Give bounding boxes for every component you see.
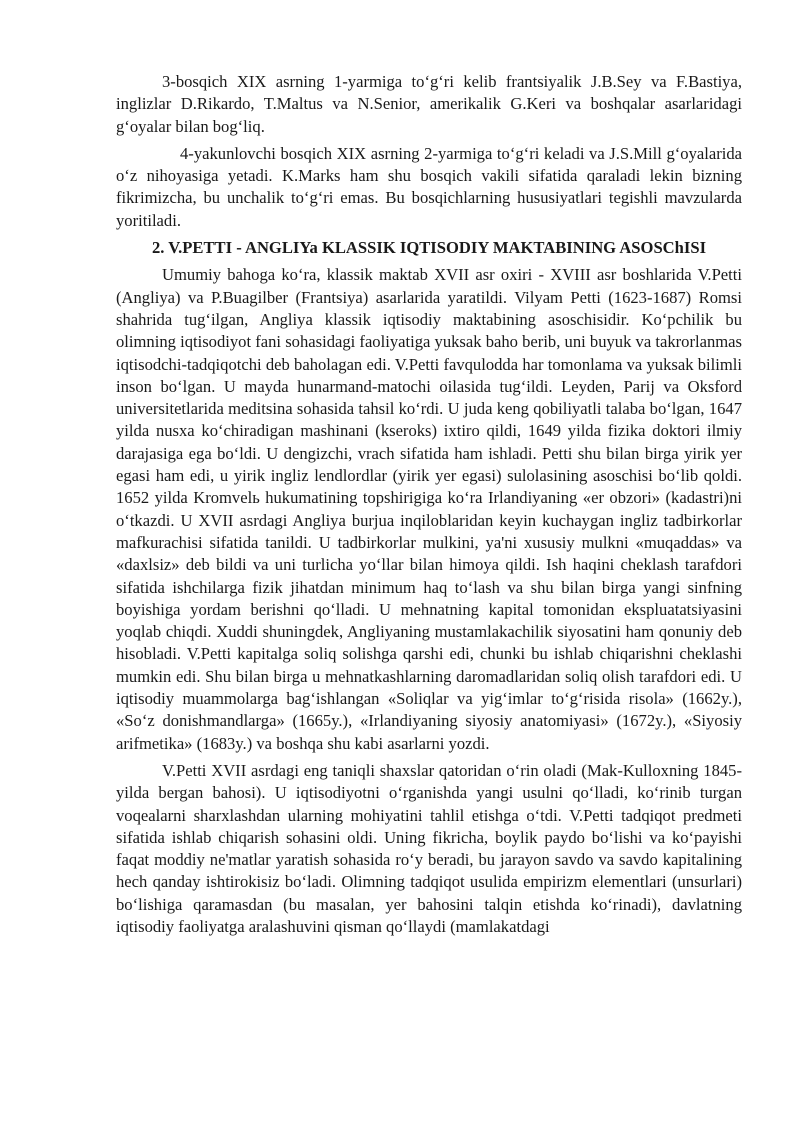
document-page — [116, 71, 742, 938]
section-heading: 2. V.PETTI - ANGLIYa KLASSIK IQTISODIY MAKTABINING ASOSChISI — [151, 238, 707, 258]
paragraph-stage-4: 4-yakunlovchi bosqich XIX asrning 2-yarmiga to‘g‘ri keladi va J.S.Mill g‘oyalarida o‘z nihoyasiga yetadi. K.Marks ham shu bosqich vakili sifatida qaraladi lekin bizning fikrimizcha, bu unchalik to‘g‘ri emas. Bu bosqichlarning hususiyatlari tegishli mavzularda yoritiladi. — [116, 143, 742, 230]
paragraph-petti-method: V.Petti XVII asrdagi eng taniqli shaxslar qatoridan o‘rin oladi (Mak-Kulloxning 1845-yilda bergan bahosi). U iqtisodiyotni o‘rganishda yangi usulni qo‘lladi, ko‘rinib turgan voqealarni sharxlashdan ularning mohiyatini tahlil etishga o‘tdi. V.Petti tadqiqot predmeti sifatida ishlab chiqarish sohasini oldi. Uning fikricha, boylik paydo bo‘lishi va ko‘payishi faqat moddiy ne'matlar yaratish sohasida ro‘y beradi, bu jarayon savdo va savdo kapitalining hech qanday ishtirokisiz bo‘ladi. Olimning tadqiqot usulida empirizm elementlari (unsurlari) bo‘lishiga qaramasdan (bu masalan, yer bahosini talqin etishda ko‘rinadi), davlatning iqtisodiy faoliyatga aralashuvini qisman qo‘llaydi (mamlakatdagi — [116, 760, 742, 936]
paragraph-petti-biography: Umumiy bahoga ko‘ra, klassik maktab XVII asr oxiri - XVIII asr boshlarida V.Petti (Angliya) va P.Buagilber (Frantsiya) asarlarida yaratildi. Vilyam Petti (1623-1687) Romsi shahrida tug‘ilgan, Angliya klassik iqtisodiy maktabining asoschisidir. Ko‘pchilik bu olimning iqtisodiyot fani sohasidagi faoliyatiga yuksak baho berib, uni buyuk va takrorlanmas iqtisodchi-tadqiqotchi deb baholagan edi. V.Petti favqulodda har tomonlama va yuksak bilimli inson bo‘lgan. U mayda hunarmand-matochi oilasida tug‘ildi. Leyden, Parij va Oksford universitetlarida meditsina sohasida tahsil ko‘rdi. U juda keng qobiliyatli talaba bo‘lgan, 1647 yilda nusxa ko‘chiradigan mashinani (kseroks) ixtiro qildi, 1649 yilda fizika doktori ilmiy darajasiga ega bo‘ldi. U dengizchi, vrach sifatida ham ishladi. Petti shu bilan birga yirik yer egasi ham edi, u yirik ingliz lendlordlar (yirik yer egasi) sulolasining asoschisi bo‘lib qoldi. 1652 yilda Kromvelь hukumatining topshirigiga ko‘ra Irlandiyaning «er obzori» (kadastri)ni o‘tkazdi. U XVII asrdagi Angliya burjua inqiloblaridan keyin kuchaygan ingliz tadbirkorlar mafkurachisi sifatida tanildi. U tadbirkorlar mulkini, ya'ni xususiy mulkni «muqaddas» va «daxlsiz» deb bildi va uni turlicha yo‘llar bilan himoya qildi. Ish haqini cheklash tarafdori sifatida ishchilarga fizik jihatdan minimum haq to‘lash va shu bilan birga yangi sinfning boyishiga yordam berishni qo‘lladi. U mehnatning kapital tomonidan ekspluatatsiyasini yoqlab chiqdi. Xuddi shuningdek, Angliyaning mustamlakachilik siyosatini ham qonuniy deb hisobladi. V.Petti kapitalga soliq solishga qarshi edi, chunki bu ishlab chiqarishni cheklashi mumkin edi. Shu bilan birga u mehnatkashlarning daromadlaridan soliq olish tarafdori edi. U iqtisodiy muammolarga bag‘ishlangan «Soliqlar va yig‘imlar to‘g‘risida risola» (1662y.), «So‘z donishmandlarga» (1665y.), «Irlandiyaning siyosiy anatomiyasi» (1672y.), «Siyosiy arifmetika» (1683y.) va boshqa shu kabi asarlarni yozdi. — [116, 265, 742, 753]
paragraph-stage-3: 3-bosqich XIX asrning 1-yarmiga to‘g‘ri kelib frantsiyalik J.B.Sey va F.Bastiya, inglizlar D.Rikardo, T.Maltus va N.Senior, amerikalik G.Keri va boshqalar asarlaridagi g‘oyalar bilan bog‘liq. — [116, 72, 742, 136]
